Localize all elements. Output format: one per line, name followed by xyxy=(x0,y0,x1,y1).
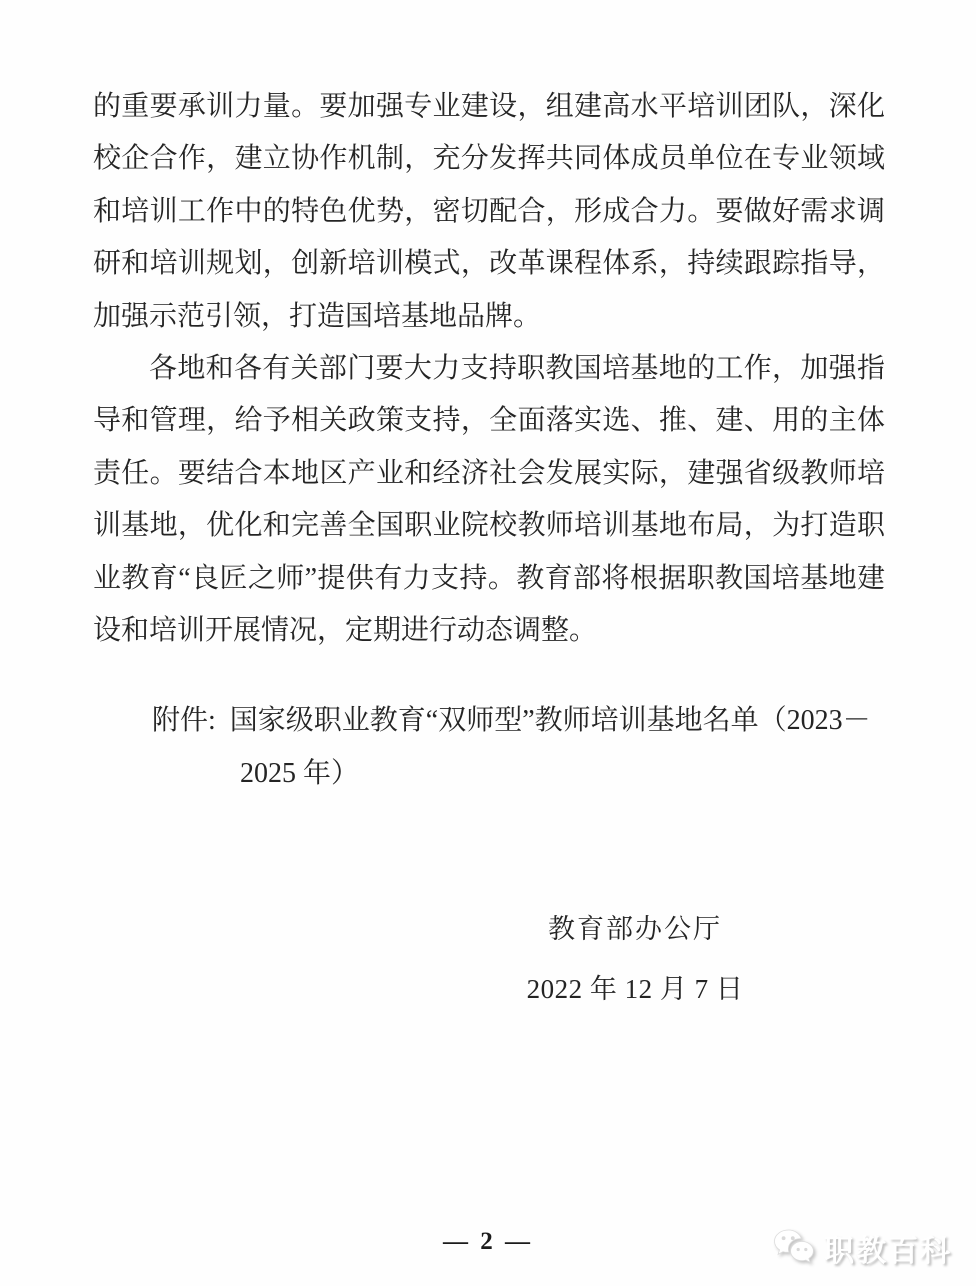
body-line: 和培训工作中的特色优势，密切配合，形成合力。要做好需求调 xyxy=(93,195,885,227)
body-line: 的重要承训力量。要加强专业建设，组建高水平培训团队，深化 xyxy=(93,91,885,122)
body-line: 训基地，优化和完善全国职业院校教师培训基地布局，为打造职 xyxy=(93,510,885,542)
body-line: 研和培训规划，创新培训模式，改革课程体系，持续跟踪指导， xyxy=(93,248,885,280)
watermark-label: 职教百科 xyxy=(824,1235,952,1268)
body-line: 业教育“良匠之师”提供有力支持。教育部将根据职教国培基地建 xyxy=(93,562,885,594)
attachment-title: 国家级职业教育“双师型”教师培训基地名单（2023－ xyxy=(229,705,871,737)
wechat-icon xyxy=(773,1228,815,1268)
signature-org: 教育部办公厅 xyxy=(548,914,722,944)
signature-date: 2022 年 12 月 7 日 xyxy=(526,974,744,1004)
attachment-line xyxy=(93,695,885,747)
body-line: 加强示范引领，打造国培基地品牌。 xyxy=(93,300,542,332)
body-line: 设和培训开展情况，定期进行动态调整。 xyxy=(93,615,598,647)
watermark xyxy=(773,1226,952,1270)
page-number: — 2 — xyxy=(443,1228,533,1255)
body-line: 责任。要结合本地区产业和经济社会发展实际，建强省级教师培 xyxy=(93,457,885,489)
body-line: 导和管理，给予相关政策支持，全面落实选、推、建、用的主体 xyxy=(93,405,885,437)
attachment-line: 2025 年） xyxy=(240,757,360,789)
body-line: 校企合作，建立协作机制，充分发挥共同体成员单位在专业领域 xyxy=(93,143,885,175)
body-text xyxy=(93,81,885,800)
signature-block xyxy=(525,912,745,1006)
body-line: 各地和各有关部门要大力支持职教国培基地的工作，加强指 xyxy=(149,353,885,385)
attachment-label: 附件: xyxy=(152,705,216,737)
attachment-block xyxy=(93,695,885,800)
